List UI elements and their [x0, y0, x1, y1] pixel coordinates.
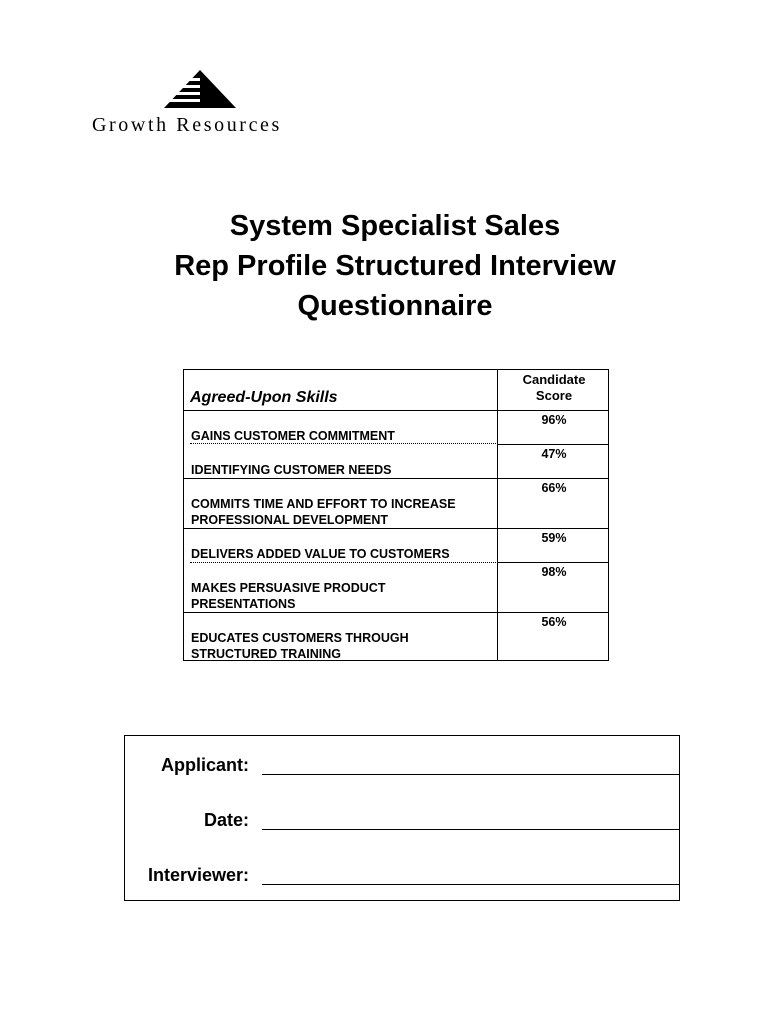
score-header-text: Candidate Score	[522, 372, 586, 403]
table-row-score: 59%	[541, 531, 567, 545]
organization-name: Growth Resources	[92, 114, 282, 136]
row-divider	[190, 562, 496, 563]
interviewer-label: Interviewer:	[147, 865, 249, 885]
row-divider	[184, 612, 609, 613]
document-title	[0, 206, 770, 326]
title-line-1: System Specialist Sales	[229, 210, 561, 242]
skills-header: Agreed-Upon Skills	[190, 389, 338, 406]
row-divider	[184, 528, 609, 529]
growth-pyramid-icon	[164, 70, 238, 110]
title-line-2: Rep Profile Structured Interview	[174, 250, 616, 282]
date-label: Date:	[203, 810, 249, 830]
table-row-skill: COMMITS TIME AND EFFORT TO INCREASE PROFESSIONAL DEVELOPMENT	[191, 497, 456, 527]
table-row-skill: EDUCATES CUSTOMERS THROUGH STRUCTURED TRAINING	[191, 631, 409, 661]
logo	[92, 70, 312, 140]
table-row-skill: DELIVERS ADDED VALUE TO CUSTOMERS	[191, 547, 450, 561]
interviewer-line[interactable]	[262, 884, 680, 885]
row-divider	[190, 443, 496, 444]
row-divider	[497, 444, 609, 445]
applicant-form	[124, 735, 680, 901]
applicant-line[interactable]	[262, 774, 680, 775]
table-row-score: 66%	[541, 481, 567, 495]
table-row-score: 47%	[541, 447, 567, 461]
table-row-skill: IDENTIFYING CUSTOMER NEEDS	[191, 463, 392, 477]
title-line-3: Questionnaire	[297, 290, 493, 322]
score-header	[498, 372, 610, 404]
row-divider	[497, 562, 609, 563]
header-divider	[184, 410, 609, 411]
table-row-score: 96%	[541, 413, 567, 427]
table-row-score: 56%	[541, 615, 567, 629]
table-row-score: 98%	[541, 565, 567, 579]
table-row-skill: MAKES PERSUASIVE PRODUCT PRESENTATIONS	[191, 581, 386, 611]
applicant-label: Applicant:	[161, 755, 249, 775]
date-line[interactable]	[262, 829, 680, 830]
table-row-skill: GAINS CUSTOMER COMMITMENT	[191, 429, 395, 443]
skills-table	[183, 369, 609, 661]
row-divider	[184, 478, 609, 479]
